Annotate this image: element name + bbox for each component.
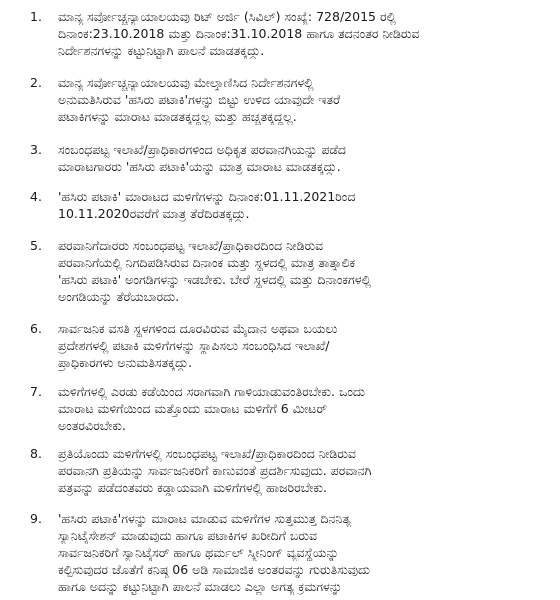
text-line: ಪರವಾನಿಗೆದಾರರು ಸಂಬಂಧಪಟ್ಟ ಇಲಾಖೆ/ಪ್ರಾಧಿಕಾರದಿಂದ ನೀಡಿರುವ <box>58 238 324 253</box>
text-line: 'ಹಸಿರು ಪಟಾಕಿ'ಗಳನ್ನು ಮಾರಾಟ ಮಾಡುವ ಮಳಿಗೆಗಳ ಸುತ್ತಮುತ್ತ ದಿನನಿತ್ಯ <box>58 511 351 526</box>
text-line: ಮಳಿಗೆಗಳಲ್ಲಿ ಎರಡು ಕಡೆಯಿಂದ ಸರಾಗವಾಗಿ ಗಾಳಿಯಾಡುವಂತಿರಬೇಕು. ಒಂದು <box>58 384 365 399</box>
text-line: ಪ್ರತಿಯೊಂದು ಮಳಿಗೆಗಳಲ್ಲಿ ಸಂಬಂಧಪಟ್ಟ ಇಲಾಖೆ/ಪ್ರಾಧಿಕಾರದಿಂದ ನೀಡಿರುವ <box>58 446 356 461</box>
item-number: 6. <box>30 321 42 336</box>
item-number: 7. <box>30 384 42 399</box>
text-line: ಮಾರಾಟ ಮಳಿಗೆಯಿಂದ ಮತ್ತೊಂದು ಮಾರಾಟ ಮಳಿಗೆಗೆ 6 ಮೀಟರ್ <box>58 401 328 416</box>
item-number: 5. <box>30 238 42 253</box>
item-text <box>58 237 552 305</box>
text-line: 'ಹಸಿರು ಪಟಾಕಿ' ಮಾರಾಟದ ಮಳಿಗೆಗಳನ್ನು ದಿನಾಂಕ:01.11.2021ರಿಂದ <box>58 189 356 204</box>
item-text <box>58 445 552 496</box>
item-text <box>58 74 552 125</box>
item-number: 4. <box>30 189 42 204</box>
text-line: ಮಾನ್ಯ ಸರ್ವೋಚ್ಚನ್ಯಾಯಾಲಯವು ಮೇಲ್ಕಾಣಿಸಿದ ನಿರ್ದೇಶನಗಳಲ್ಲಿ <box>58 75 314 90</box>
item-number: 8. <box>30 446 42 461</box>
text-line: ಪರವಾನಗಿ ಪ್ರತಿಯನ್ನು ಸಾರ್ವಜನಿಕರಿಗೆ ಕಾಣುವಂತೆ ಪ್ರದರ್ಶಿಸುವುದು. ಪರವಾನಗಿ <box>58 463 372 478</box>
text-line: ಸ್ಯಾನಿಟೈಸೇಶನ್ ಮಾಡುವುದು ಹಾಗೂ ಪಟಾಕಿಗಳ ಖರೀದಿಗೆ ಬರುವ <box>58 528 317 543</box>
text-line: ಪತ್ರವನ್ನು ಪಡೆದಂತವರು ಕಡ್ಡಾಯವಾಗಿ ಮಳಿಗೆಗಳಲ್ಲಿ ಹಾಜರಿರಬೇಕು. <box>58 480 327 495</box>
text-line: ಪ್ರಾಧಿಕಾರಗಳು ಅನುಮತಿಸತಕ್ಕದ್ದು. <box>58 355 193 370</box>
text-line: ಮಾನ್ಯ ಸರ್ವೋಚ್ಚನ್ಯಾಯಾಲಯವು ರಿಟ್ ಅರ್ಜಿ (ಸಿವಿಲ್) ಸಂಖ್ಯೆ: 728/2015 ರಲ್ಲಿ <box>58 9 397 24</box>
text-line: 10.11.2020ರವರೆಗೆ ಮಾತ್ರ ತೆರೆದಿರತಕ್ಕದ್ದು. <box>58 206 250 221</box>
text-line: ಅಂಗಡಿಯನ್ನು ತೆರೆಯಬಾರದು. <box>58 289 180 304</box>
text-line: ಪರವಾನಿಗೆಯಲ್ಲಿ ನಿಗದಿಪಡಿಸಿರುವ ದಿನಾಂಕ ಮತ್ತು ಸ್ಥಳದಲ್ಲಿ ಮಾತ್ರ ತಾತ್ಕಾಲಿಕ <box>58 255 356 270</box>
text-line: ಅಂತರವಿರಬೇಕು. <box>58 418 126 433</box>
text-line: ಕಲ್ಪಿಸುವುದರ ಜೊತೆಗೆ ಕನಿಷ್ಠ 06 ಅಡಿ ಸಾಮಾಜಿಕ ಅಂತರವನ್ನು ಗುರುತಿಸುವುದು <box>58 562 371 577</box>
item-text <box>58 510 552 595</box>
text-line: ಮಾರಾಟಗಾರರು 'ಹಸಿರು ಪಟಾಕಿ'ಯನ್ನು ಮಾತ್ರ ಮಾರಾಟ ಮಾಡತಕ್ಕದ್ದು. <box>58 159 341 174</box>
text-line: ನಿರ್ದೇಶನಗಳನ್ನು ಕಟ್ಟುನಿಟ್ಟಾಗಿ ಪಾಲನೆ ಮಾಡತಕ್ಕದ್ದು. <box>58 43 265 58</box>
text-line: ಸಂಬಂಧಪಟ್ಟ ಇಲಾಖೆ/ಪ್ರಾಧಿಕಾರಗಳಿಂದ ಅಧಿಕೃತ ಪರವಾನಗಿಯನ್ನು ಪಡೆದ <box>58 142 346 157</box>
item-text <box>58 188 552 222</box>
item-text <box>58 141 552 175</box>
item-number: 3. <box>30 142 42 157</box>
text-line: ದಿನಾಂಕ:23.10.2018 ಮತ್ತು ದಿನಾಂಕ:31.10.2018 ಹಾಗೂ ತದನಂತರ ನೀಡಿರುವ <box>58 26 420 41</box>
item-text <box>58 8 552 59</box>
text-line: ಪಟಾಕಿಗಳನ್ನು ಮಾರಾಟ ಮಾಡತಕ್ಕದ್ದಲ್ಲ ಮತ್ತು ಹಚ್ಚತಕ್ಕದ್ದಲ್ಲ. <box>58 109 297 124</box>
item-number: 1. <box>30 9 42 24</box>
item-text <box>58 383 552 434</box>
text-line: ಅನುಮತಿಸಿರುವ 'ಹಸಿರು ಪಟಾಕಿ'ಗಳನ್ನು ಬಿಟ್ಟು ಉಳಿದ ಯಾವುದೇ ಇತರೆ <box>58 92 341 107</box>
item-number: 2. <box>30 75 42 90</box>
text-line: ಸಾರ್ವಜನಿಕ ವಸತಿ ಸ್ಥಳಗಳಿಂದ ದೂರವಿರುವ ಮೈದಾನ ಅಥವಾ ಬಯಲು <box>58 321 338 336</box>
item-number: 9. <box>30 511 42 526</box>
text-line: ಪ್ರದೇಶಗಳಲ್ಲಿ ಪಟಾಕಿ ಮಳಿಗೆಗಳನ್ನು ಸ್ಥಾಪಿಸಲು ಸಂಬಂಧಿಸಿದ ಇಲಾಖೆ/ <box>58 338 330 353</box>
text-line: ಸಾರ್ವಜನಿಕರಿಗೆ ಸ್ಯಾನಿಟೈಸರ್ ಹಾಗೂ ಥರ್ಮಲ್ ಸ್ಕ್ರೀನಿಂಗ್ ವ್ಯವಸ್ಥೆಯನ್ನು <box>58 545 339 560</box>
text-line: ಹಾಗೂ ಅದನ್ನು ಕಟ್ಟುನಿಟ್ಟಾಗಿ ಪಾಲನೆ ಮಾಡಲು ಎಲ್ಲಾ ಅಗತ್ಯ ಕ್ರಮಗಳನ್ನು <box>58 579 343 594</box>
text-line: 'ಹಸಿರು ಪಟಾಕಿ' ಅಂಗಡಿಗಳನ್ನು ಇಡಬೇಕು. ಬೇರೆ ಸ್ಥಳದಲ್ಲಿ ಮತ್ತು ದಿನಾಂಕಗಳಲ್ಲಿ <box>58 272 372 287</box>
item-text <box>58 320 552 371</box>
